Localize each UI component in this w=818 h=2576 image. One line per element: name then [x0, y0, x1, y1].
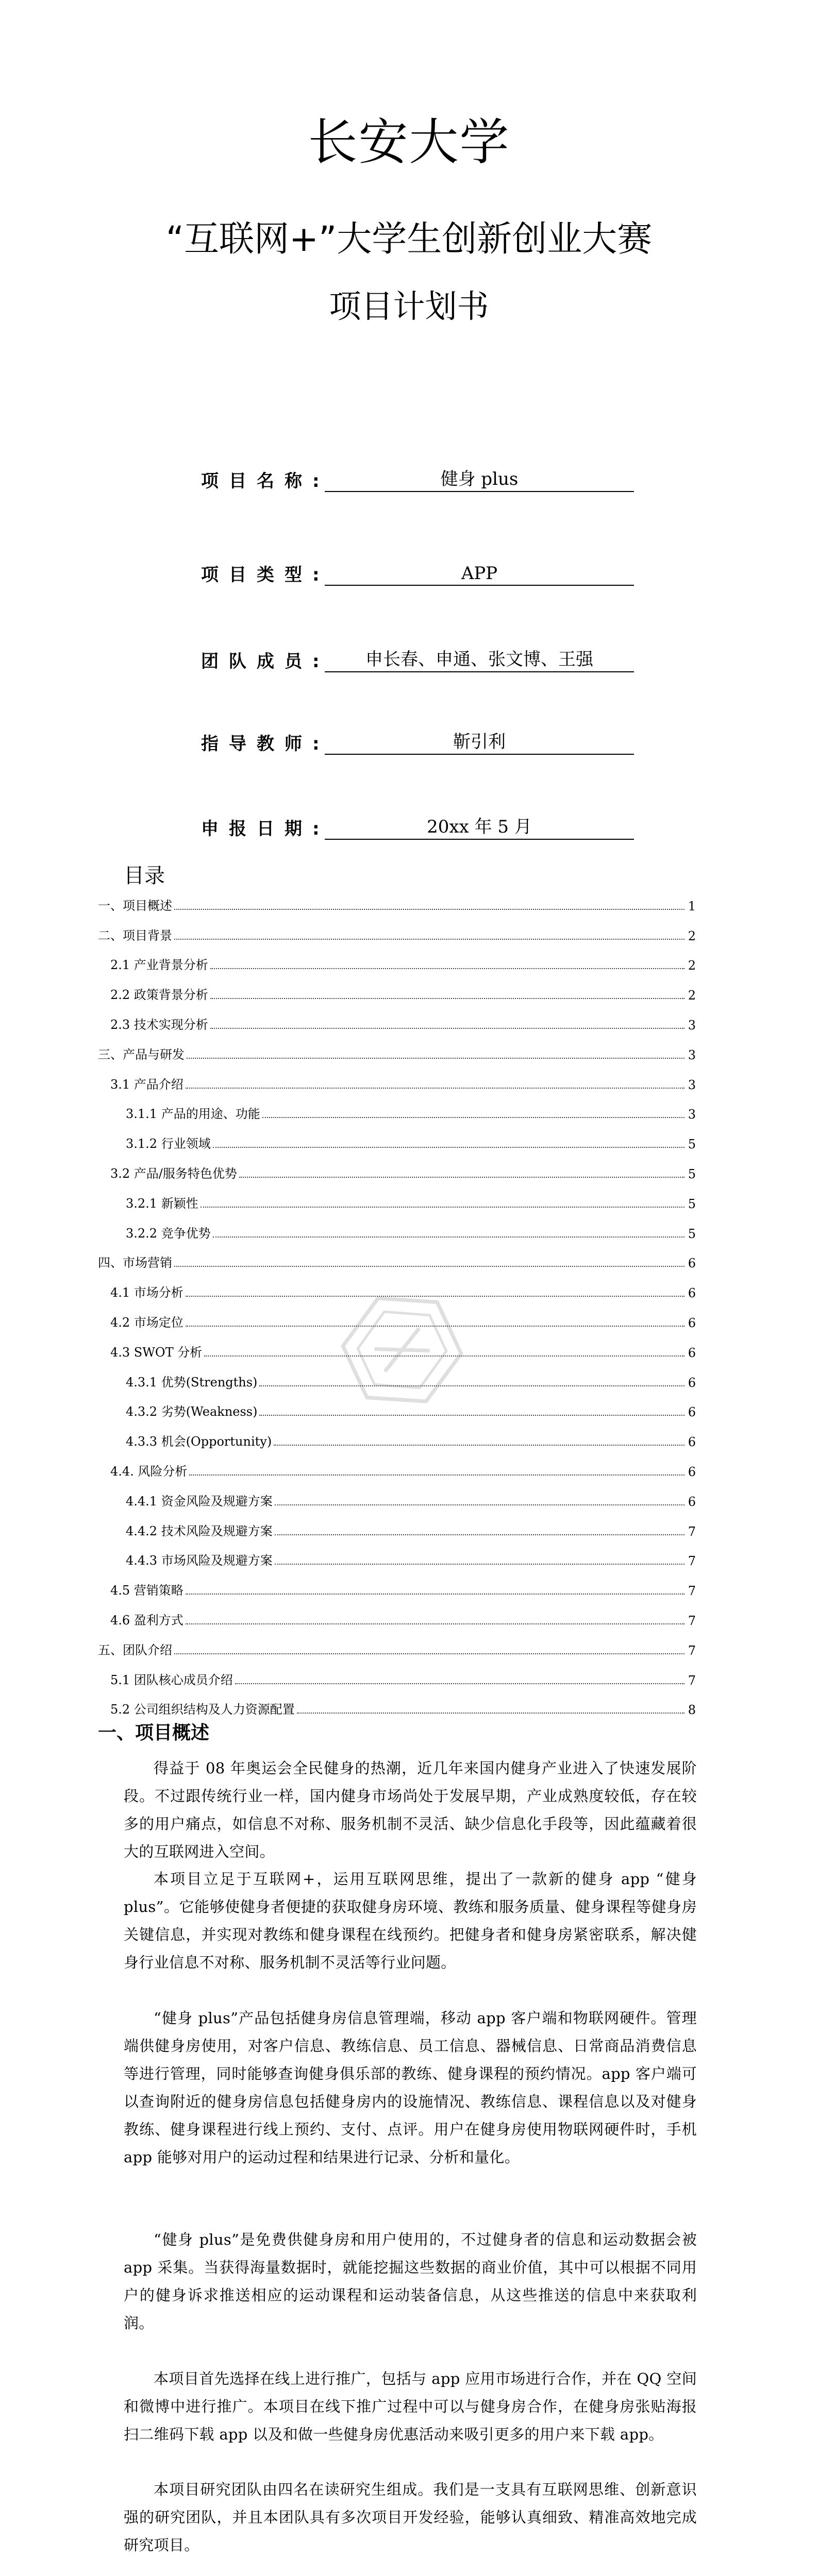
advisor-label: 指导教师:: [201, 734, 330, 754]
toc-leader-dots: [186, 1088, 685, 1089]
toc-entry-label: 4.4.2 技术风险及规避方案: [126, 1523, 273, 1538]
section-heading: 一、项目概述: [98, 1722, 210, 1743]
toc-entry-label: 2.1 产业背景分析: [110, 958, 208, 973]
toc-entry[interactable]: [98, 1181, 696, 1211]
paragraph: 本项目立足于互联网+，运用互联网思维，提出了一款新的健身 app “健身plus”。它能够使健身者便捷的获取健身房环境、教练和服务质量、健身课程等健身房关键信息，并实现对教练和健身课程在线预约。把健身者和健身房紧密联系，解决健身行业信息不对称、服务机制不灵活等行业问题。: [124, 1870, 697, 1971]
toc-leader-dots: [210, 998, 685, 999]
toc-entry-label: 2.3 技术实现分析: [110, 1017, 208, 1032]
toc-leader-dots: [201, 1207, 685, 1208]
toc-entry[interactable]: [98, 973, 696, 1003]
toc-leader-dots: [210, 1028, 685, 1029]
document-subtitle: 项目计划书: [329, 287, 489, 325]
info-row-project-name: [201, 461, 634, 492]
toc-entry-label: 3.2.1 新颖性: [126, 1196, 198, 1211]
toc-entry-page: 8: [688, 1703, 696, 1718]
toc-leader-dots: [174, 939, 685, 940]
toc-leader-dots: [275, 1564, 685, 1565]
toc-entry-page: 6: [688, 1286, 696, 1301]
toc-leader-dots: [275, 1534, 685, 1535]
project-type-label: 项目类型:: [201, 565, 330, 585]
toc-entry-label: 4.1 市场分析: [110, 1285, 183, 1300]
toc-entry-page: 3: [688, 1018, 696, 1032]
toc-entry-page: 7: [688, 1584, 696, 1599]
project-name-value: 健身 plus: [325, 465, 634, 492]
toc-entry[interactable]: [98, 884, 696, 913]
toc-entry-label: 一、项目概述: [98, 898, 172, 913]
date-label: 申报日期:: [201, 819, 330, 839]
university-title: 长安大学: [308, 113, 510, 171]
toc-entry-page: 7: [688, 1673, 696, 1688]
toc-entry-page: 6: [688, 1375, 696, 1390]
toc-entry-label: 4.3.1 优势(Strengths): [126, 1375, 258, 1389]
toc-entry[interactable]: [98, 1658, 696, 1688]
paragraph: “健身 plus”是免费供健身房和用户使用的，不过健身者的信息和运动数据会被 app 采集。当获得海量数据时，就能挖掘这些数据的商业价值，其中可以根据不同用户的健身诉求推送相应的运动课程和运动装备信息，从这些推送的信息中来获取利润。: [124, 2231, 697, 2332]
toc-entry-label: 四、市场营销: [98, 1256, 172, 1270]
toc-entry[interactable]: [98, 1479, 696, 1509]
toc-leader-dots: [186, 1623, 685, 1624]
toc-entry-page: 6: [688, 1494, 696, 1509]
toc-entry-page: 2: [688, 928, 696, 943]
toc-entry[interactable]: [98, 913, 696, 943]
toc-entry[interactable]: [98, 1628, 696, 1658]
toc-entry[interactable]: [98, 1419, 696, 1449]
toc-entry-label: 4.4.1 资金风险及规避方案: [126, 1494, 273, 1509]
toc-entry[interactable]: [98, 1539, 696, 1569]
toc-entry-page: 3: [688, 1107, 696, 1122]
toc-entry-label: 3.2.2 竞争优势: [126, 1226, 211, 1241]
toc-entry-page: 2: [688, 958, 696, 973]
paragraph: “健身 plus”产品包括健身房信息管理端，移动 app 客户端和物联网硬件。管理端供健身房使用，对客户信息、教练信息、员工信息、器械信息、日常商品消费信息等进行管理，同时能够查询健身俱乐部的教练、健身课程的预约情况。app 客户端可以查询附近的健身房信息包括健身房内的设施情况、教练信息、课程信息以及对健身教练、健身课程进行线上预约、支付、点评。用户在健身房使用物联网硬件时，手机 app 能够对用户的运动过程和结果进行记录、分析和量化。: [124, 2009, 697, 2166]
toc-entry-label: 2.2 政策背景分析: [110, 988, 208, 1003]
toc-entry-label: 二、项目背景: [98, 928, 172, 943]
toc-entry-label: 5.1 团队核心成员介绍: [110, 1672, 233, 1687]
toc-entry-page: 7: [688, 1613, 696, 1628]
toc-entry-label: 4.3.2 劣势(Weakness): [126, 1404, 258, 1419]
toc-entry-page: 7: [688, 1554, 696, 1569]
toc-entry-page: 5: [688, 1166, 696, 1181]
toc-entry-page: 6: [688, 1345, 696, 1360]
toc-entry[interactable]: [98, 1568, 696, 1598]
info-row-team: [201, 641, 634, 672]
toc-entry[interactable]: [98, 1092, 696, 1122]
toc-leader-dots: [262, 1117, 685, 1118]
toc-entry-page: 5: [688, 1137, 696, 1152]
toc-entry-page: 3: [688, 1077, 696, 1092]
info-row-date: [201, 809, 634, 840]
toc-entry-page: 7: [688, 1524, 696, 1539]
toc-leader-dots: [235, 1683, 685, 1684]
toc-entry-page: 2: [688, 988, 696, 1003]
toc-leader-dots: [174, 909, 685, 910]
competition-title: “互联网+”大学生创新创业大赛: [165, 219, 653, 260]
toc-leader-dots: [213, 1236, 685, 1238]
toc-leader-dots: [174, 1653, 685, 1654]
toc-entry-label: 4.6 盈利方式: [110, 1613, 183, 1628]
toc-entry-label: 4.2 市场定位: [110, 1315, 183, 1330]
toc-entry-label: 五、团队介绍: [98, 1642, 172, 1657]
toc-entry-label: 4.3.3 机会(Opportunity): [126, 1434, 272, 1449]
team-value: 申长春、申通、张文博、王强: [325, 645, 634, 672]
date-value: 20xx 年 5 月: [325, 812, 634, 840]
toc-entry[interactable]: [98, 1241, 696, 1271]
toc-leader-dots: [239, 1177, 685, 1178]
paragraph: 本项目研究团队由四名在读研究生组成。我们是一支具有互联网思维、创新意识强的研究团队，并且本团队具有多次项目开发经验，能够认真细致、精准高效地完成研究项目。: [124, 2481, 697, 2554]
toc-entry-label: 3.1.2 行业领域: [126, 1137, 211, 1151]
toc-leader-dots: [259, 1415, 685, 1416]
toc-entry-label: 4.5 营销策略: [110, 1583, 183, 1598]
toc-leader-dots: [274, 1445, 685, 1446]
toc-title: 目录: [124, 864, 165, 888]
toc-entry[interactable]: [98, 1509, 696, 1539]
toc-leader-dots: [275, 1504, 685, 1505]
toc-entry-page: 3: [688, 1047, 696, 1062]
toc-leader-dots: [213, 1147, 685, 1148]
toc-entry[interactable]: [98, 943, 696, 973]
advisor-value: 靳引利: [325, 727, 634, 755]
toc-entry-label: 3.2 产品/服务特色优势: [110, 1166, 237, 1181]
toc-entry[interactable]: [98, 1122, 696, 1151]
toc-entry-label: 4.4. 风险分析: [110, 1464, 188, 1479]
toc-leader-dots: [297, 1713, 685, 1714]
info-row-project-type: [201, 555, 634, 586]
project-name-label: 项目名称:: [201, 471, 330, 492]
toc-entry-label: 3.1.1 产品的用途、功能: [126, 1107, 260, 1122]
toc-entry[interactable]: [98, 1003, 696, 1032]
project-type-value: APP: [325, 563, 634, 586]
toc-entry[interactable]: [98, 1449, 696, 1479]
toc-entry[interactable]: [98, 1062, 696, 1092]
toc-entry-page: 1: [688, 899, 696, 913]
toc-entry-label: 三、产品与研发: [98, 1047, 185, 1062]
toc-entry-label: 4.3 SWOT 分析: [110, 1345, 203, 1360]
toc-entry-page: 6: [688, 1405, 696, 1420]
info-row-advisor: [201, 724, 634, 755]
toc-leader-dots: [189, 1475, 685, 1476]
paragraph: 得益于 08 年奥运会全民健身的热潮，近几年来国内健身产业进入了快速发展阶段。不过跟传统行业一样，国内健身市场尚处于发展早期，产业成熟度较低，存在较多的用户痛点，如信息不对称、服务机制不灵活、缺少信息化手段等，因此蕴藏着很大的互联网进入空间。: [124, 1759, 697, 1860]
toc-entry-page: 7: [688, 1643, 696, 1658]
toc-entry-page: 5: [688, 1226, 696, 1241]
toc-entry-label: 4.4.3 市场风险及规避方案: [126, 1553, 273, 1568]
toc-leader-dots: [210, 968, 685, 969]
paragraph: 本项目首先选择在线上进行推广，包括与 app 应用市场进行合作，并在 QQ 空间和微博中进行推广。本项目在线下推广过程中可以与健身房合作，在健身房张贴海报扫二维码下载 app 以及和做一些健身房优惠活动来吸引更多的用户来下载 app。: [124, 2370, 697, 2443]
toc-entry[interactable]: [98, 1688, 696, 1718]
toc-entry-page: 6: [688, 1435, 696, 1450]
toc-leader-dots: [186, 1594, 685, 1595]
toc-entry-page: 6: [688, 1464, 696, 1479]
toc-entry-page: 5: [688, 1196, 696, 1211]
toc-entry-label: 3.1 产品介绍: [110, 1077, 183, 1092]
toc-leader-dots: [187, 1058, 685, 1059]
toc-entry-label: 5.2 公司组织结构及人力资源配置: [110, 1702, 295, 1717]
team-label: 团队成员:: [201, 651, 330, 672]
toc-leader-dots: [174, 1266, 685, 1267]
toc-entry[interactable]: [98, 1211, 696, 1241]
toc-entry-page: 6: [688, 1315, 696, 1330]
toc-entry-page: 6: [688, 1256, 696, 1271]
toc-entry[interactable]: [98, 1032, 696, 1062]
toc-entry[interactable]: [98, 1598, 696, 1628]
toc-entry[interactable]: [98, 1151, 696, 1181]
